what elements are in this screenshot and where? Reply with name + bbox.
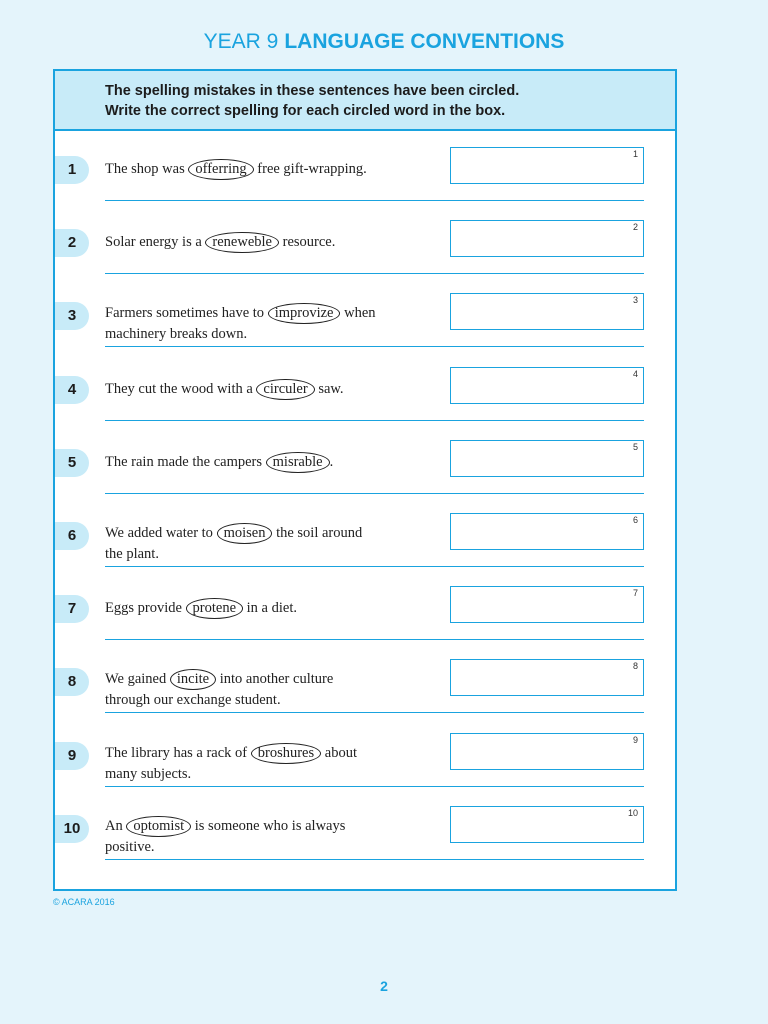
sentence-line-1: [105, 377, 344, 400]
circled-misspelled-word: reneweble: [205, 232, 279, 253]
sentence-before: We gained: [105, 671, 167, 688]
question-sentence: [105, 303, 435, 344]
circled-misspelled-word: broshures: [251, 743, 321, 764]
answer-box[interactable]: [450, 513, 644, 550]
question-sentence: [105, 450, 435, 473]
answer-box-number: 2: [632, 222, 638, 233]
sentence-before: Eggs provide: [105, 600, 182, 617]
circled-misspelled-word: improvize: [268, 303, 341, 324]
answer-box-number: 3: [632, 295, 638, 306]
question-sentence: [105, 816, 435, 857]
answer-box[interactable]: [450, 733, 644, 770]
question-row: [55, 293, 675, 366]
row-divider: [105, 566, 644, 567]
answer-box[interactable]: [450, 147, 644, 184]
answer-box-number: 6: [632, 515, 638, 525]
question-sentence: [105, 669, 435, 710]
question-number: 6: [55, 522, 89, 550]
question-sentence: [105, 743, 435, 784]
sentence-line-1: [105, 596, 297, 619]
sentence-line-1: [105, 450, 333, 473]
row-divider: [105, 639, 644, 640]
answer-box[interactable]: [450, 440, 644, 477]
row-divider: [105, 712, 644, 713]
question-sentence: [105, 377, 435, 400]
answer-box-number: 8: [632, 661, 638, 672]
circled-misspelled-word: optomist: [126, 816, 191, 837]
question-number: 8: [55, 668, 89, 696]
subject-label: LANGUAGE CONVENTIONS: [284, 30, 565, 53]
row-divider: [105, 346, 644, 347]
sentence-line-2: through our exchange student.: [105, 692, 281, 709]
question-sentence: [105, 596, 435, 619]
sentence-after: saw.: [318, 380, 344, 397]
row-divider: [105, 273, 644, 274]
sentence-after: about: [324, 744, 357, 761]
question-number: 5: [55, 449, 89, 477]
instructions-banner: [55, 71, 675, 131]
sentence-before: The shop was: [105, 161, 185, 177]
answer-box-number: 5: [632, 441, 638, 452]
question-number: 7: [55, 595, 89, 623]
sentence-line-1: [105, 816, 435, 837]
circled-misspelled-word: protene: [186, 598, 243, 619]
sentence-after: the soil around: [276, 525, 363, 541]
sentence-after: is someone who is always: [194, 817, 346, 834]
row-divider: [105, 859, 644, 860]
sentence-after: when: [344, 305, 376, 322]
answer-box-number: 7: [632, 588, 638, 599]
question-row: [55, 440, 675, 513]
question-row: [55, 586, 675, 659]
question-row: [55, 147, 675, 220]
question-row: [55, 513, 675, 586]
year-label: YEAR 9: [203, 30, 279, 53]
question-row: [55, 367, 675, 440]
question-row: [55, 733, 675, 806]
sentence-after: into another culture: [219, 671, 334, 688]
question-sentence: [105, 157, 435, 180]
sentence-line-1: [105, 157, 367, 180]
answer-box-number: 4: [632, 368, 638, 379]
sentence-before: The library has a rack of: [105, 744, 248, 761]
sentence-before: The rain made the campers: [105, 453, 263, 470]
sentence-line-2: many subjects.: [105, 765, 192, 782]
answer-box[interactable]: [450, 220, 644, 257]
answer-box-number: 9: [632, 734, 638, 745]
row-divider: [105, 493, 644, 494]
question-number: 1: [55, 156, 89, 184]
question-row: [55, 220, 675, 293]
question-sentence: [105, 230, 435, 253]
answer-box[interactable]: [450, 586, 644, 623]
circled-misspelled-word: incite: [170, 669, 216, 690]
sentence-after: .: [329, 453, 334, 470]
question-number: 10: [55, 815, 89, 843]
sentence-line-1: [105, 523, 435, 544]
instructions-line-2: Write the correct spelling for each circled word in the box.: [105, 103, 506, 119]
sentence-before: They cut the wood with a: [105, 380, 253, 397]
sentence-line-1: [105, 743, 435, 764]
answer-box-number: 1: [632, 149, 638, 159]
sentence-line-2: the plant.: [105, 546, 159, 562]
sentence-line-1: [105, 303, 435, 324]
question-row: [55, 806, 675, 879]
answer-box[interactable]: [450, 806, 644, 843]
row-divider: [105, 786, 644, 787]
sentence-after: resource.: [282, 234, 336, 251]
row-divider: [105, 200, 644, 201]
answer-box[interactable]: [450, 367, 644, 404]
question-number: 4: [55, 376, 89, 404]
sentence-before: Solar energy is a: [105, 234, 202, 251]
answer-box-number: 10: [627, 807, 638, 818]
page-title: [0, 30, 768, 54]
question-panel: [53, 69, 677, 891]
sentence-line-1: [105, 230, 335, 253]
sentence-before: An: [105, 817, 123, 834]
circled-misspelled-word: circuler: [256, 379, 314, 400]
sentence-before: We added water to: [105, 525, 213, 541]
question-number: 9: [55, 742, 89, 770]
question-sentence: [105, 523, 435, 564]
answer-box[interactable]: [450, 293, 644, 330]
page-number: 2: [380, 978, 388, 994]
question-row: [55, 659, 675, 732]
sentence-before: Farmers sometimes have to: [105, 305, 265, 322]
sentence-line-2: machinery breaks down.: [105, 326, 248, 343]
circled-misspelled-word: moisen: [217, 523, 273, 544]
copyright-notice: © ACARA 2016: [53, 897, 115, 907]
circled-misspelled-word: offerring: [188, 159, 253, 180]
sentence-after: free gift-wrapping.: [257, 161, 367, 177]
question-number: 3: [55, 302, 89, 330]
circled-misspelled-word: misrable: [266, 452, 330, 473]
row-divider: [105, 420, 644, 421]
answer-box[interactable]: [450, 659, 644, 696]
sentence-line-2: positive.: [105, 838, 155, 855]
sentence-after: in a diet.: [246, 600, 297, 617]
instructions-line-1: The spelling mistakes in these sentences have been circled.: [105, 83, 520, 99]
question-number: 2: [55, 229, 89, 257]
sentence-line-1: [105, 669, 435, 690]
